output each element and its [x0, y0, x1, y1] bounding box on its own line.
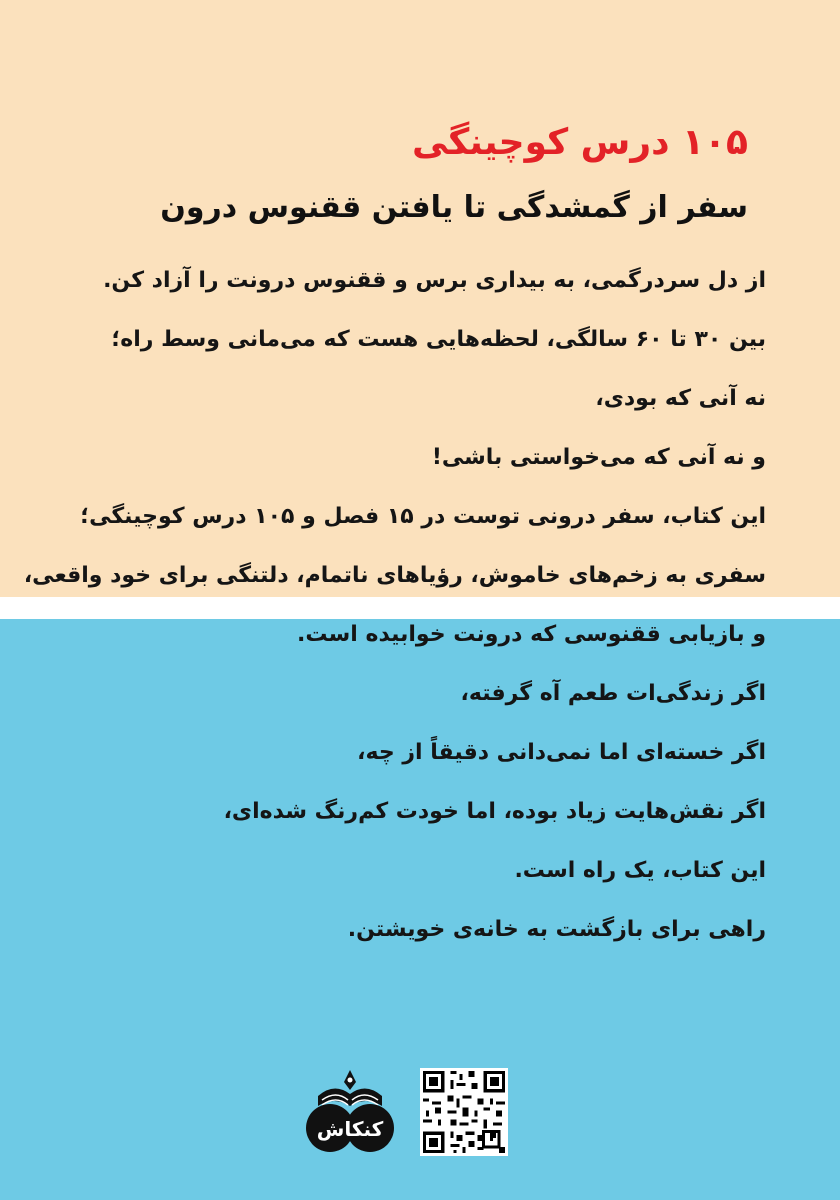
body-line: این کتاب، سفر درونی توست در ۱۵ فصل و ۱۰۵ درس کوچینگی؛ — [80, 504, 766, 529]
book-title: ۱۰۵ درس کوچینگی — [411, 122, 748, 163]
body-line: این کتاب، یک راه است. — [514, 858, 766, 883]
body-line: اگر نقش‌هایت زیاد بوده، اما خودت کم‌رنگ شده‌ای، — [223, 799, 766, 824]
white-divider-strip — [0, 597, 840, 619]
body-line: سفری به زخم‌های خاموش، رؤیاهای ناتمام، دلتنگی برای خود واقعی، — [23, 563, 766, 588]
book-logo-icon — [300, 1066, 400, 1156]
body-line: و بازیابی ققنوسی که درونت خوابیده است. — [296, 622, 766, 647]
book-subtitle: سفر از گمشدگی تا یافتن ققنوس درون — [160, 190, 748, 225]
qr-code-icon — [420, 1068, 508, 1156]
body-line: و نه آنی که می‌خواستی باشی! — [431, 445, 766, 470]
body-line: اگر خسته‌ای اما نمی‌دانی دقیقاً از چه، — [357, 740, 766, 765]
body-line: نه آنی که بودی، — [595, 386, 766, 411]
body-line: بین ۳۰ تا ۶۰ سالگی، لحظه‌هایی هست که می‌مانی وسط راه؛ — [111, 327, 766, 352]
publisher-logo-text: کنکاش — [316, 1117, 384, 1141]
body-line: از دل سردرگمی، به بیداری برس و ققنوس درونت را آزاد کن. — [103, 268, 766, 293]
body-line: اگر زندگی‌ات طعم آه گرفته، — [460, 681, 766, 706]
body-line: راهی برای بازگشت به خانه‌ی خویشتن. — [347, 917, 766, 942]
